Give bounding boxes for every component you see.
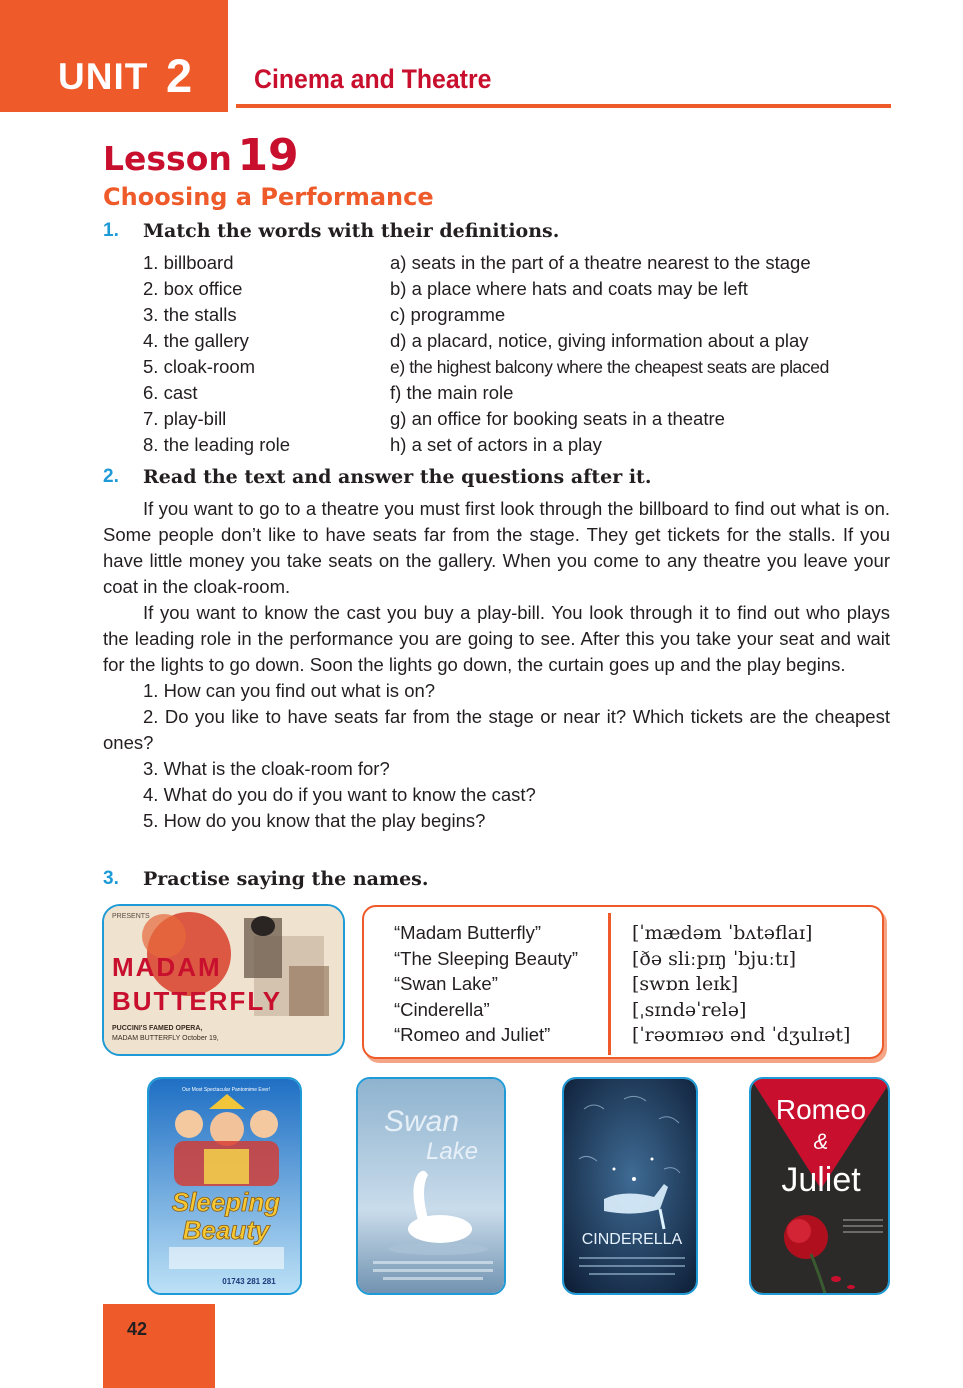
unit-number: 2 [166, 49, 193, 102]
transcription: [ˈmædəm ˈbʌtəflaɪ] [632, 922, 813, 944]
matching-exercise [143, 251, 903, 459]
poster-tagline: Our Most Spectacular Pantomime Ever! [181, 1087, 271, 1093]
poster-title-line2: Beauty [182, 1215, 270, 1245]
transcriptions [632, 921, 850, 1049]
match-row [143, 277, 903, 303]
match-row [143, 303, 903, 329]
match-row [143, 381, 903, 407]
match-row [143, 407, 903, 433]
poster-presents-text: PRESENTS [112, 913, 150, 920]
task-instruction: Match the words with their definitions. [143, 220, 560, 242]
performance-name: “Cinderella” [394, 998, 490, 1020]
task-number: 1. [103, 220, 119, 241]
match-word: 1. billboard [143, 252, 234, 273]
performance-names [394, 920, 578, 1048]
poster-title: CINDERELLA [581, 1231, 683, 1248]
romeo-juliet-poster [749, 1077, 890, 1295]
poster-title-line2: Lake [426, 1138, 479, 1165]
match-definition: b) a place where hats and coats may be left [390, 278, 748, 299]
poster-phone: 01743 281 281 [222, 1277, 276, 1286]
reading-text [103, 496, 890, 834]
match-word: 7. play-bill [143, 408, 227, 429]
question-item: 1. How can you find out what is on? [143, 680, 436, 701]
performance-name: “Madam Butterfly” [394, 922, 542, 943]
lesson-title [103, 130, 299, 181]
performance-name: “The Sleeping Beauty” [394, 947, 579, 969]
match-row [143, 251, 903, 277]
poster-title-line1: Swan [384, 1105, 460, 1138]
header-divider [236, 104, 891, 108]
task-number: 2. [103, 466, 119, 487]
match-word: 8. the leading role [143, 434, 291, 455]
transcription: [ðə sliːpɪŋ ˈbjuːtɪ] [632, 947, 796, 970]
match-row [143, 433, 903, 459]
poster-title-line1: Sleeping [171, 1187, 281, 1217]
performance-name: “Swan Lake” [394, 973, 498, 994]
page-number: 42 [127, 1319, 148, 1339]
question-item: 2. Do you like to have seats far from the stage or near it? Which tickets are the cheapest ones? [103, 706, 890, 753]
match-word: 5. cloak-room [143, 356, 256, 377]
task-number: 3. [103, 868, 119, 889]
transcription: [ˌsɪndəˈrelə] [632, 998, 747, 1021]
match-row [143, 355, 903, 381]
match-word: 2. box office [143, 278, 243, 299]
poster-title-line1: Romeo [775, 1094, 867, 1125]
names-pronunciation-box [362, 905, 884, 1059]
cinderella-poster [562, 1077, 698, 1295]
reading-paragraph: If you want to go to a theatre you must first look through the billboard to find out what is on. Some people don’t like to have seats far from the stage. They get tickets for the stalls. If you have little money you take seats on the gallery. When you come to any theatre you leave your coat in the cloak-room. [103, 498, 890, 597]
match-row [143, 329, 903, 355]
poster-title-line1: MADAM [112, 952, 222, 982]
transcription: [swɒn leɪk] [632, 973, 739, 995]
performance-name: “Romeo and Juliet” [394, 1024, 551, 1045]
match-word: 4. the gallery [143, 330, 249, 351]
match-word: 6. cast [143, 382, 198, 403]
match-definition: d) a placard, notice, giving information about a play [390, 330, 809, 351]
names-divider [608, 913, 611, 1055]
lesson-subtitle: Choosing a Performance [103, 183, 434, 211]
swan-lake-poster [356, 1077, 506, 1295]
madam-butterfly-poster [102, 904, 345, 1056]
match-definition: c) programme [390, 304, 506, 325]
question-item: 5. How do you know that the play begins? [143, 810, 486, 831]
question-item: 4. What do you do if you want to know the cast? [143, 784, 536, 805]
unit-label: UNIT [58, 56, 149, 97]
sleeping-beauty-poster [147, 1077, 302, 1295]
task-instruction: Read the text and answer the questions after it. [143, 466, 652, 488]
unit-banner [0, 0, 228, 112]
reading-paragraph: If you want to know the cast you buy a play-bill. You look through it to find out who plays the leading role in the performance you are going to see. After this you take your seat and wait for the lights to go down. Soon the lights go down, the curtain goes up and the play begins. [103, 602, 890, 675]
match-definition: g) an office for booking seats in a theatre [390, 408, 725, 429]
poster-ampersand: & [813, 1129, 829, 1154]
poster-title-line2: Juliet [781, 1161, 861, 1199]
page-number-box [103, 1304, 215, 1388]
match-definition: a) seats in the part of a theatre nearest to the stage [390, 252, 811, 273]
poster-title-line2: BUTTERFLY [112, 986, 283, 1016]
task-instruction: Practise saying the names. [143, 868, 429, 890]
unit-title: Cinema and Theatre [254, 64, 492, 94]
lesson-number: 19 [237, 130, 299, 181]
lesson-label: Lesson [103, 139, 232, 178]
poster-caption: PUCCINI'S FAMED OPERA, [112, 1025, 203, 1032]
question-item: 3. What is the cloak-room for? [143, 758, 390, 779]
match-definition: f) the main role [390, 382, 514, 403]
poster-caption: MADAM BUTTERFLY October 19, [112, 1035, 219, 1042]
match-definition: e) the highest balcony where the cheapest seats are placed [390, 357, 829, 377]
match-definition: h) a set of actors in a play [390, 434, 602, 455]
match-word: 3. the stalls [143, 304, 237, 325]
transcription: [ˈrəʊmɪəʊ ənd ˈdʒulɪət] [632, 1024, 851, 1046]
